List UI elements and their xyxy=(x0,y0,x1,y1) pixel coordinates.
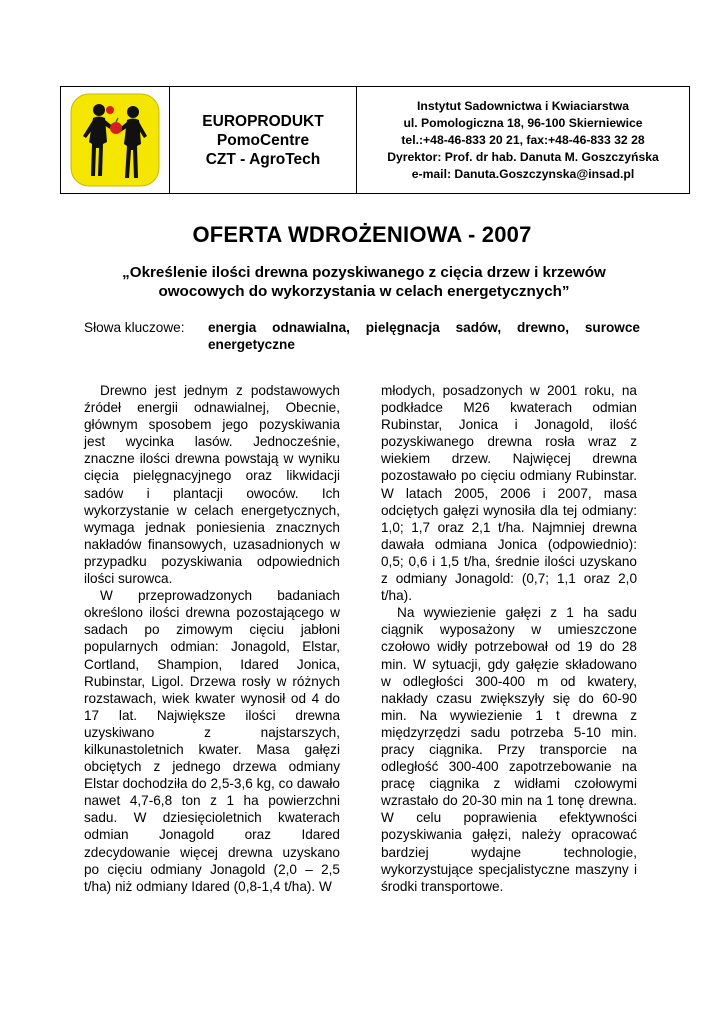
organization-names xyxy=(170,87,357,193)
org-line: EUROPRODUKT xyxy=(202,112,324,130)
header-table xyxy=(60,86,690,194)
institute-name: Instytut Sadownictwa i Kwiaciarstwa xyxy=(417,98,629,113)
keywords-label: Słowa kluczowe: xyxy=(84,320,185,335)
org-line: PomoCentre xyxy=(216,131,310,149)
institute-email: e-mail: Danuta.Goszczynska@insad.pl xyxy=(411,166,635,181)
adam-eve-logo-icon xyxy=(69,92,161,188)
body-paragraph: W przeprowadzonych badaniach określono ilości drewna pozostającego w sadach po zimowym cięciu jabłoni popularnych odmian: Jonagold, Elstar, Cortland, Shampion, Idared Jonica, Rubinstar, Ligol. Drzewa rosły w różnych rozstawach, wiek kwater wynosił od 4 do 17 lat. Największe ilości drewna uzyskiwano z najstarszych, kilkunastoletnich kwater. Masa gałęzi obciętych z jednego drzewa odmiany Elstar dochodziła do 2,5-3,6 kg, co dawało nawet 4,7-6,8 ton z 1 ha powierzchni sadu. W dziesięcioletnich kwaterach odmian Jonagold oraz Idared zdecydowanie więcej drewna uzyskano po cięciu odmiany Jonagold (2,0 – 2,5 t/ha) niż odmiany Idared (0,8-1,4 t/ha). W xyxy=(84,588,340,894)
body-paragraph: Na wywiezienie gałęzi z 1 ha sadu ciągnik wyposażony w umieszczone czołowo widły potrzebował od 19 do 28 min. W sytuacji, gdy gałęzie składowano w odległości 300-400 m od kwatery, nakłady czasu zwiększyły się do 60-90 min. Na wywiezienie 1 t drewna z międzyrzędzi sadu potrzeba 5-10 min. pracy ciągnika. Przy transporcie na odległość 300-400 zapotrzebowanie na pracę ciągnika z widłami czołowymi wzrastało do 20-30 min na 1 tonę drewna. W celu poprawienia efektywności pozyskiwania gałęzi, należy opracować bardziej wydajne technologie, wykorzystujące specjalistyczne maszyny i środki transportowe. xyxy=(381,605,637,894)
institute-contact xyxy=(357,87,689,193)
left-column xyxy=(84,382,340,895)
document-title: OFERTA WDROŻENIOWA - 2007 xyxy=(192,222,532,247)
right-column xyxy=(381,382,637,895)
keywords-values-continued: energetyczne xyxy=(208,337,295,352)
body-paragraph: młodych, posadzonych w 2001 roku, na podkładce M26 kwaterach odmian Rubinstar, Jonica i Jonagold, ilość pozyskiwanego drewna rosła wraz z wiekiem drzew. Najwięcej drewna pozostawało po cięciu odmiany Rubinstar. W latach 2005, 2006 i 2007, masa odciętych gałęzi wynosiła dla tej odmiany: 1,0; 1,7 oraz 2,1 t/ha. Najmniej drewna dawała odmiana Jonica (odpowiednio): 0,5; 0,6 i 1,5 t/ha, średnie ilości uzyskano z odmiany Jonagold: (0,7; 1,1 oraz 2,0 t/ha). xyxy=(381,383,637,604)
logo-cell xyxy=(61,87,170,193)
document-subtitle: „Określenie ilości drewna pozyskiwanego z cięcia drzew i krzewów owocowych do wykorzystania w celach energetycznych” xyxy=(122,264,606,300)
body-paragraph: Drewno jest jednym z podstawowych źródeł energii odnawialnej, Obecnie, głównym sposobem jego pozyskiwania jest wycinka lasów. Jednocześnie, znaczne ilości drewna powstają w wyniku cięcia pielęgnacyjnego oraz likwidacji sadów i plantacji owoców. Ich wykorzystanie w celach energetycznych, wymaga jednak poniesienia znacznych nakładów finansowych, uzasadnionych w przypadku pozyskiwania odpowiednich ilości surowca. xyxy=(84,383,340,587)
institute-director: Dyrektor: Prof. dr hab. Danuta M. Goszczyńska xyxy=(387,149,659,164)
keywords-values: energia odnawialna, pielęgnacja sadów, drewno, surowce xyxy=(208,320,640,335)
institute-phone: tel.:+48-46-833 20 21, fax:+48-46-833 32 28 xyxy=(401,132,645,147)
org-line: CZT - AgroTech xyxy=(205,150,321,168)
institute-address: ul. Pomologiczna 18, 96-100 Skierniewice xyxy=(403,115,643,130)
keywords-section xyxy=(84,319,640,353)
